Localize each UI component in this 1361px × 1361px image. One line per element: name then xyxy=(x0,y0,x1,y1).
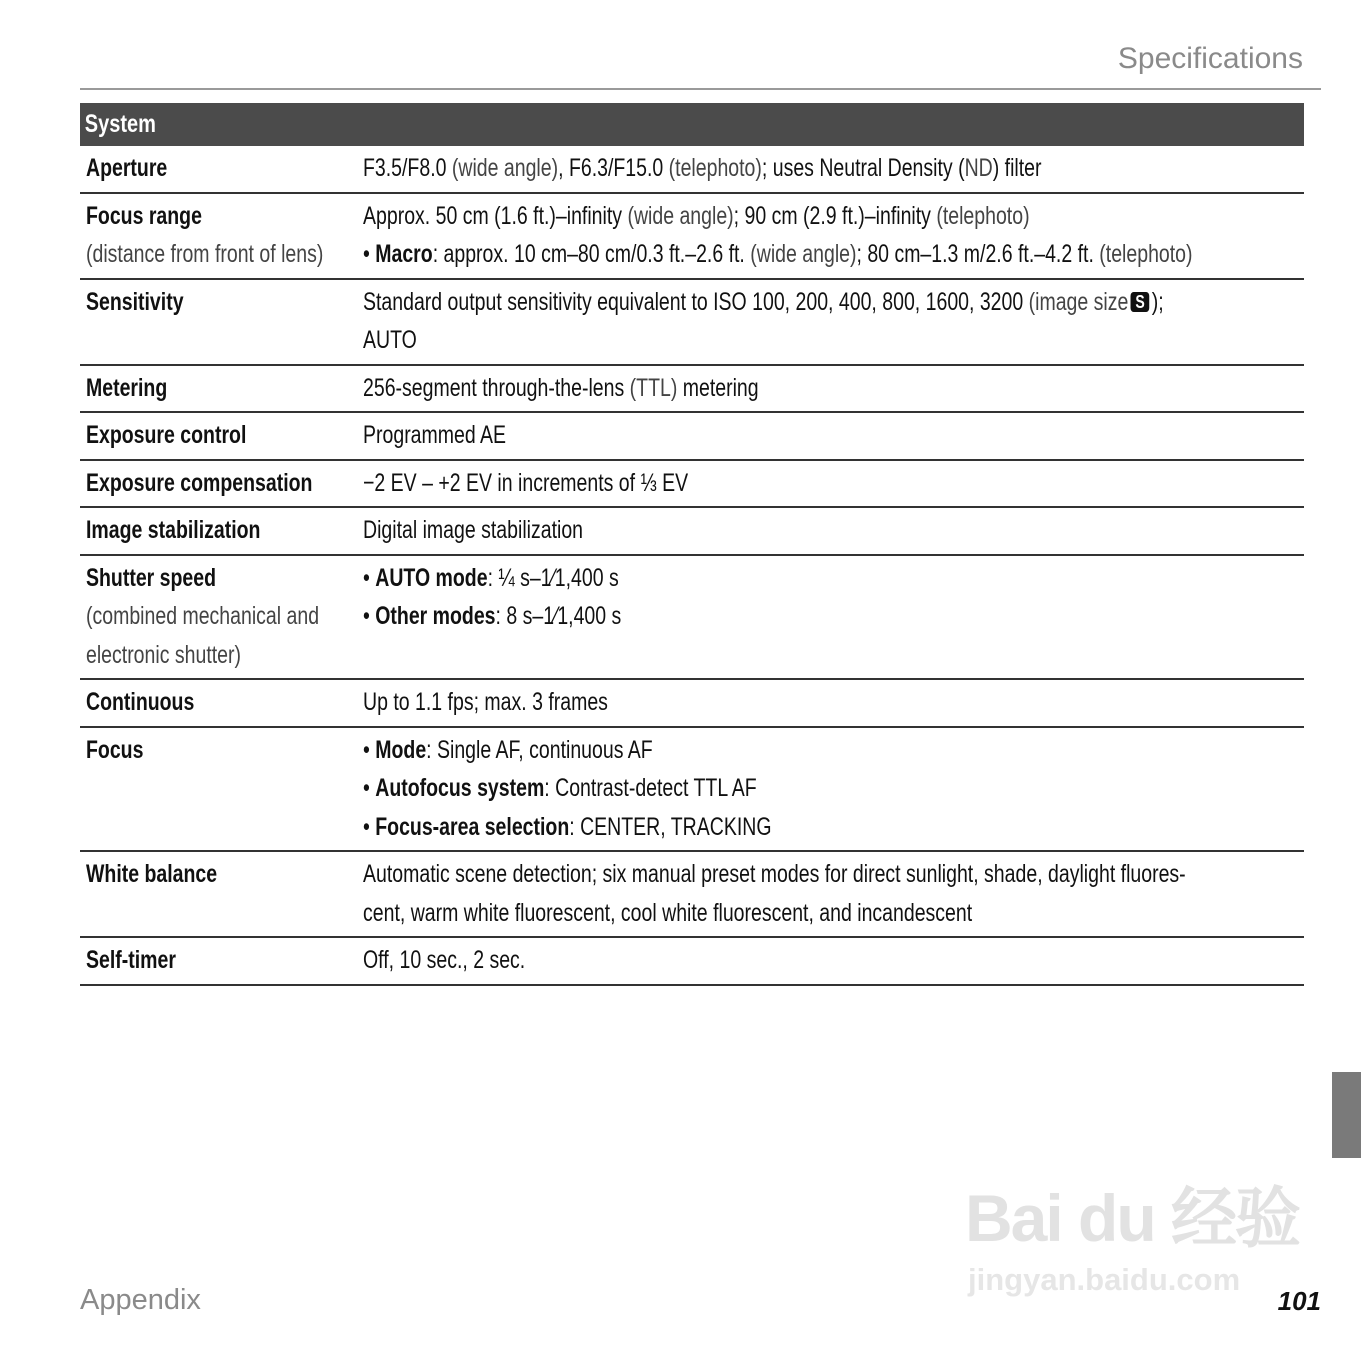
spec-value-segment: ; 90 cm (2.9 ft.)–infinity xyxy=(733,201,937,230)
section-header-label: System xyxy=(84,110,156,138)
spec-value-cell xyxy=(363,197,1361,274)
spec-value-segment: Digital image stabilization xyxy=(363,516,584,544)
specifications-table xyxy=(80,103,1304,986)
spec-value-segment: (TTL) xyxy=(629,373,678,402)
spec-label-line xyxy=(86,559,363,598)
spec-value-segment: Programmed AE xyxy=(363,421,507,449)
footer-section: Appendix xyxy=(80,1284,201,1316)
spec-row xyxy=(80,461,1304,509)
spec-label-line xyxy=(86,855,363,894)
spec-label-cell xyxy=(80,731,363,847)
spec-label: Self-timer xyxy=(86,946,176,974)
spec-value-cell xyxy=(363,559,1304,675)
spec-value-text xyxy=(363,464,688,503)
spec-value-segment: : Single AF, continuous AF xyxy=(426,735,653,764)
spec-label-cell xyxy=(80,683,363,722)
spec-value-segment: Up to 1.1 fps; max. 3 frames xyxy=(363,688,608,716)
spec-value-segment: ND xyxy=(964,154,993,182)
running-header-title: Specifications xyxy=(1117,42,1303,75)
spec-value-text xyxy=(363,597,621,636)
spec-value-segment: ); xyxy=(1151,287,1164,316)
spec-value-text xyxy=(363,941,525,980)
spec-label-line xyxy=(86,283,363,322)
spec-label: Continuous xyxy=(86,688,195,716)
spec-label: Focus range xyxy=(86,201,202,230)
spec-value-segment: Standard output sensitivity equivalent to ISO 100, 200, 400, 800, 1600, 3200 xyxy=(363,287,1029,316)
spec-value-line xyxy=(363,683,1304,722)
spec-row xyxy=(80,938,1304,986)
spec-value-line xyxy=(363,149,1304,188)
spec-value-segment: (telephoto) xyxy=(1099,240,1193,268)
spec-label: Shutter speed xyxy=(86,563,217,592)
spec-value-cell xyxy=(363,149,1304,188)
spec-value-cell xyxy=(363,511,1304,550)
spec-label-line xyxy=(86,197,363,236)
spec-label-line xyxy=(86,416,363,455)
spec-value-line xyxy=(363,321,1361,360)
spec-label: Exposure control xyxy=(86,421,247,449)
spec-value-segment: : 8 s–1⁄1,400 s xyxy=(495,602,622,630)
spec-value-cell xyxy=(363,683,1304,722)
spec-sublabel: electronic shutter) xyxy=(86,640,241,669)
spec-value-cell xyxy=(363,941,1304,980)
spec-value-text xyxy=(363,283,1164,322)
spec-row xyxy=(80,508,1304,556)
spec-value-cell xyxy=(363,283,1361,360)
spec-value-line xyxy=(363,808,1304,847)
spec-value-segment: ; 80 cm–1.3 m/2.6 ft.–4.2 ft. xyxy=(856,240,1100,268)
spec-value-cell xyxy=(363,369,1304,408)
spec-value-cell xyxy=(363,855,1361,932)
spec-value-segment: −2 EV – +2 EV in increments of ⅓ EV xyxy=(363,468,689,497)
spec-label: Exposure compensation xyxy=(86,468,313,497)
spec-value-line xyxy=(363,369,1304,408)
spec-value-segment: • xyxy=(363,563,376,592)
spec-value-segment: metering xyxy=(677,373,759,402)
spec-row xyxy=(80,728,1304,853)
watermark-logo: Bai du 经验 xyxy=(965,1181,1300,1255)
spec-value-segment: (telephoto) xyxy=(936,201,1030,230)
spec-row xyxy=(80,680,1304,728)
spec-value-text xyxy=(363,149,1041,188)
spec-value-segment: • xyxy=(363,812,376,841)
spec-value-segment: (wide angle) xyxy=(627,201,734,230)
spec-value-line xyxy=(363,416,1304,455)
spec-row xyxy=(80,280,1304,366)
spec-value-text xyxy=(363,416,506,455)
spec-term: Macro xyxy=(375,240,433,268)
spec-value-segment: (wide angle) xyxy=(451,154,559,182)
spec-value-text xyxy=(363,559,619,598)
spec-value-text xyxy=(363,683,608,722)
spec-value-segment: : approx. 10 cm–80 cm/0.3 ft.–2.6 ft. xyxy=(432,240,751,268)
spec-value-cell xyxy=(363,416,1304,455)
spec-value-cell xyxy=(363,464,1304,503)
spec-value-text xyxy=(363,731,653,770)
spec-label-cell xyxy=(80,197,363,274)
spec-value-segment: • xyxy=(363,240,376,268)
spec-label-line xyxy=(86,149,363,188)
spec-term: Other modes xyxy=(375,602,496,630)
spec-value-segment: • xyxy=(363,774,376,802)
spec-value-segment: : Contrast-detect TTL AF xyxy=(544,774,757,802)
spec-value-line xyxy=(363,197,1361,236)
spec-label-cell xyxy=(80,559,363,675)
spec-value-line xyxy=(363,894,1361,933)
spec-label-cell xyxy=(80,855,363,932)
spec-value-line xyxy=(363,511,1304,550)
section-header-system xyxy=(80,103,1304,146)
spec-value-text xyxy=(363,769,757,808)
spec-sublabel: (combined mechanical and xyxy=(86,602,320,630)
image-size-s-icon: S xyxy=(1131,292,1150,312)
chapter-thumb-tab xyxy=(1332,1072,1361,1158)
spec-sublabel: (distance from front of lens) xyxy=(86,240,324,268)
spec-label-cell xyxy=(80,416,363,455)
spec-value-segment: (telephoto) xyxy=(668,154,762,182)
spec-value-segment: : CENTER, TRACKING xyxy=(569,812,772,841)
spec-value-segment: Off, 10 sec., 2 sec. xyxy=(363,946,526,974)
spec-label-line xyxy=(86,941,363,980)
spec-value-segment: ) filter xyxy=(992,154,1042,182)
spec-label-cell xyxy=(80,941,363,980)
spec-label: Metering xyxy=(86,373,168,402)
spec-value-segment: Approx. 50 cm (1.6 ft.)–infinity xyxy=(363,201,628,230)
spec-value-segment: ; uses Neutral Density ( xyxy=(761,154,965,182)
spec-value-line xyxy=(363,464,1304,503)
spec-value-text xyxy=(363,197,1030,236)
spec-label-line xyxy=(86,464,363,503)
spec-sublabel-line xyxy=(86,597,363,636)
spec-value-text xyxy=(363,808,772,847)
spec-label-cell xyxy=(80,464,363,503)
spec-value-text xyxy=(363,855,1186,894)
spec-term: Focus-area selection xyxy=(375,812,570,841)
spec-value-text xyxy=(363,321,417,360)
spec-value-segment: (image size xyxy=(1028,287,1129,316)
spec-label-line xyxy=(86,511,363,550)
spec-value-line xyxy=(363,769,1304,808)
spec-value-segment: • xyxy=(363,735,376,764)
spec-label: White balance xyxy=(86,860,218,888)
spec-label-cell xyxy=(80,149,363,188)
spec-row xyxy=(80,556,1304,681)
spec-value-line xyxy=(363,941,1304,980)
spec-value-segment: AUTO xyxy=(363,326,417,354)
spec-value-text xyxy=(363,369,759,408)
spec-label-line xyxy=(86,731,363,770)
spec-label: Aperture xyxy=(86,154,168,182)
spec-value-segment: Automatic scene detection; six manual preset modes for direct sunlight, shade, daylight fluores- xyxy=(363,860,1186,888)
watermark-url: jingyan.baidu.com xyxy=(968,1262,1241,1297)
spec-term: AUTO mode xyxy=(375,563,488,592)
spec-value-text xyxy=(363,235,1193,274)
spec-value-line xyxy=(363,597,1304,636)
spec-label-cell xyxy=(80,369,363,408)
spec-term: Mode xyxy=(375,735,427,764)
spec-label: Focus xyxy=(86,735,144,764)
spec-value-line xyxy=(363,283,1361,322)
spec-value-line xyxy=(363,235,1361,274)
spec-term: Autofocus system xyxy=(375,774,545,802)
spec-label-cell xyxy=(80,283,363,360)
spec-row xyxy=(80,366,1304,414)
spec-value-segment: • xyxy=(363,602,376,630)
page-number: 101 xyxy=(1277,1286,1321,1316)
spec-label-line xyxy=(86,369,363,408)
spec-value-cell xyxy=(363,731,1304,847)
spec-value-line xyxy=(363,731,1304,770)
spec-value-segment: F3.5/F8.0 xyxy=(363,154,452,182)
spec-value-segment: , F6.3/F15.0 xyxy=(558,154,669,182)
spec-value-text xyxy=(363,511,583,550)
spec-sublabel-line xyxy=(86,235,363,274)
spec-row xyxy=(80,413,1304,461)
header-rule xyxy=(80,88,1321,90)
spec-label-line xyxy=(86,683,363,722)
spec-row xyxy=(80,852,1304,938)
spec-row xyxy=(80,194,1304,280)
spec-row xyxy=(80,146,1304,194)
spec-label-cell xyxy=(80,511,363,550)
spec-value-segment: cent, warm white fluorescent, cool white fluorescent, and incandescent xyxy=(363,898,973,927)
spec-value-segment: : ¼ s–1⁄1,400 s xyxy=(487,563,619,592)
spec-value-segment: (wide angle) xyxy=(750,240,857,268)
spec-rows xyxy=(80,146,1304,986)
spec-value-line xyxy=(363,559,1304,598)
spec-value-segment: 256-segment through-the-lens xyxy=(363,373,630,402)
spec-label: Image stabilization xyxy=(86,516,261,544)
spec-label: Sensitivity xyxy=(86,287,184,316)
spec-value-line xyxy=(363,855,1361,894)
spec-sublabel-line xyxy=(86,636,363,675)
spec-value-text xyxy=(363,894,972,933)
